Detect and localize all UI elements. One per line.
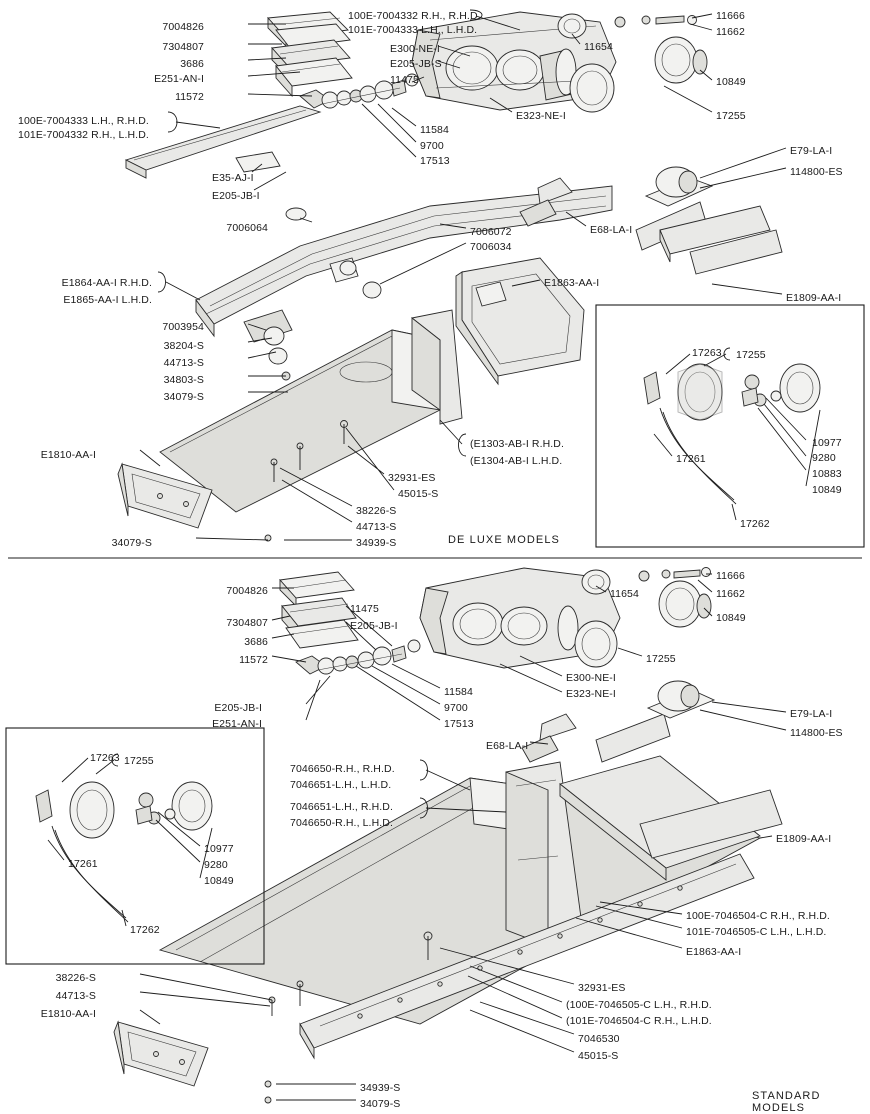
part-label-j7: 17262 bbox=[130, 924, 160, 936]
part-label-d35: 38204-S bbox=[163, 340, 204, 352]
part-label-d20: 9700 bbox=[420, 140, 444, 152]
part-label-d14: 10849 bbox=[716, 76, 746, 88]
part-label-s28: 101E-7046505-C L.H., L.H.D. bbox=[686, 926, 827, 938]
part-label-d11: 11666 bbox=[716, 10, 745, 22]
part-label-i3: 10977 bbox=[812, 437, 842, 449]
part-label-s8: 11662 bbox=[716, 588, 745, 600]
part-label-d13: 11654 bbox=[584, 41, 613, 53]
part-label-s10: 10849 bbox=[716, 612, 746, 624]
standard-right-trim bbox=[522, 681, 714, 762]
part-label-j2: 17255 bbox=[124, 755, 154, 767]
part-label-d19: 11584 bbox=[420, 124, 449, 136]
part-label-d5: 11572 bbox=[175, 91, 204, 103]
part-label-j5: 10849 bbox=[204, 875, 234, 887]
part-label-s26: E1809-AA-I bbox=[776, 833, 832, 845]
part-label-d2: 7304807 bbox=[162, 41, 204, 53]
part-label-d46: 34079-S bbox=[111, 537, 152, 549]
part-label-s35: (101E-7046504-C R.H., L.H.D. bbox=[566, 1015, 712, 1027]
part-label-i7: 17261 bbox=[676, 453, 706, 465]
part-label-s15: 9700 bbox=[444, 702, 468, 714]
part-label-s36: 7046530 bbox=[578, 1033, 620, 1045]
deluxe-glovebox-group bbox=[268, 12, 352, 96]
part-label-s31: 44713-S bbox=[55, 990, 96, 1002]
part-label-d1: 7004826 bbox=[162, 21, 204, 33]
part-label-s11: 17255 bbox=[646, 653, 676, 665]
section-label-deluxe: DE LUXE MODELS bbox=[448, 534, 560, 546]
part-label-d34: 7003954 bbox=[162, 321, 204, 333]
part-label-s7: 11666 bbox=[716, 570, 745, 582]
part-label-i5: 10883 bbox=[812, 468, 842, 480]
part-label-d33: E1809-AA-I bbox=[786, 292, 842, 304]
part-label-d3: 3686 bbox=[180, 58, 204, 70]
deluxe-inset-box bbox=[596, 305, 864, 547]
part-label-s34: (100E-7046505-C L.H., R.H.D. bbox=[566, 999, 712, 1011]
part-label-i2: 17255 bbox=[736, 349, 766, 361]
part-label-s21: 114800-ES bbox=[790, 727, 843, 739]
part-label-s14: 11584 bbox=[444, 686, 473, 698]
part-label-s20: E79-LA-I bbox=[790, 708, 833, 720]
standard-left-bracket bbox=[114, 1022, 208, 1086]
part-label-d8: E300-NE-I bbox=[390, 43, 440, 55]
part-label-s4: 11572 bbox=[239, 654, 268, 666]
deluxe-left-trim bbox=[126, 106, 320, 178]
part-label-s2: 7304807 bbox=[226, 617, 268, 629]
part-label-s30: 38226-S bbox=[55, 972, 96, 984]
part-label-d37: 34803-S bbox=[163, 374, 204, 386]
part-label-i1: 17263 bbox=[692, 347, 722, 359]
part-label-s16: 17513 bbox=[444, 718, 474, 730]
standard-glovebox-group bbox=[280, 572, 358, 648]
part-label-d27: 7006072 bbox=[470, 226, 512, 238]
part-label-s29: E1863-AA-I bbox=[686, 946, 742, 958]
part-label-i6: 10849 bbox=[812, 484, 842, 496]
part-label-d6: 100E-7004332 R.H., R.H.D. bbox=[348, 10, 481, 22]
part-label-s9: 11654 bbox=[610, 588, 639, 600]
part-label-s25: 7046650-R.H., L.H.D. bbox=[290, 817, 393, 829]
deluxe-inset-artwork bbox=[644, 364, 820, 504]
part-label-j3: 10977 bbox=[204, 843, 234, 855]
standard-inset-artwork bbox=[36, 782, 212, 922]
part-label-d25: 114800-ES bbox=[790, 166, 843, 178]
part-label-d39: (E1303-AB-I R.H.D. bbox=[470, 438, 564, 450]
section-label-standard: STANDARD MODELS bbox=[752, 1090, 821, 1114]
part-label-d31: E1865-AA-I L.H.D. bbox=[63, 294, 152, 306]
part-label-d40: (E1304-AB-I L.H.D. bbox=[470, 455, 563, 467]
part-label-s23: 7046651-L.H., L.H.D. bbox=[290, 779, 392, 791]
part-label-d24: E79-LA-I bbox=[790, 145, 833, 157]
part-label-s22: 7046650-R.H., R.H.D. bbox=[290, 763, 395, 775]
part-label-d38: 34079-S bbox=[163, 391, 204, 403]
part-label-s13: E323-NE-I bbox=[566, 688, 616, 700]
part-label-d26: 7006064 bbox=[226, 222, 268, 234]
part-label-d32: E1863-AA-I bbox=[544, 277, 600, 289]
part-label-j6: 17261 bbox=[68, 858, 98, 870]
part-label-d23: E205-JB-I bbox=[212, 190, 260, 202]
part-label-j1: 17263 bbox=[90, 752, 120, 764]
part-label-s24: 7046651-L.H., R.H.D. bbox=[290, 801, 393, 813]
part-label-s39: 34079-S bbox=[360, 1098, 401, 1110]
part-label-d15: 17255 bbox=[716, 110, 746, 122]
part-label-d43: 45015-S bbox=[398, 488, 439, 500]
part-label-s37: 45015-S bbox=[578, 1050, 619, 1062]
part-label-d45: 44713-S bbox=[356, 521, 397, 533]
part-label-d22: E35-AJ-I bbox=[212, 172, 254, 184]
part-label-d42: 32931-ES bbox=[388, 472, 436, 484]
part-label-j4: 9280 bbox=[204, 859, 228, 871]
part-label-d41: E1810-AA-I bbox=[40, 449, 96, 461]
part-label-d9: E205-JB-S bbox=[390, 58, 442, 70]
part-label-s3: 3686 bbox=[244, 636, 268, 648]
part-label-s19: E68-LA-I bbox=[486, 740, 529, 752]
part-label-s17: E205-JB-I bbox=[214, 702, 262, 714]
part-label-d18: 101E-7004332 R.H., L.H.D. bbox=[18, 129, 149, 141]
part-label-d12: 11662 bbox=[716, 26, 745, 38]
part-label-d47: 34939-S bbox=[356, 537, 397, 549]
part-label-d36: 44713-S bbox=[163, 357, 204, 369]
part-label-s18: E251-AN-I bbox=[212, 718, 262, 730]
part-label-d16: E323-NE-I bbox=[516, 110, 566, 122]
part-label-i4: 9280 bbox=[812, 452, 836, 464]
part-label-d30: E1864-AA-I R.H.D. bbox=[61, 277, 152, 289]
part-label-s33: 32931-ES bbox=[578, 982, 626, 994]
part-label-i8: 17262 bbox=[740, 518, 770, 530]
part-label-d21: 17513 bbox=[420, 155, 450, 167]
part-label-s5: 11475 bbox=[350, 603, 379, 615]
part-label-d29: E68-LA-I bbox=[590, 224, 633, 236]
part-label-s12: E300-NE-I bbox=[566, 672, 616, 684]
part-label-d4: E251-AN-I bbox=[154, 73, 204, 85]
part-label-d28: 7006034 bbox=[470, 241, 512, 253]
part-label-s38: 34939-S bbox=[360, 1082, 401, 1094]
part-label-s6: E205-JB-I bbox=[350, 620, 398, 632]
part-label-d17: 100E-7004333 L.H., R.H.D. bbox=[18, 115, 149, 127]
part-label-d44: 38226-S bbox=[356, 505, 397, 517]
part-label-d10: 11475 bbox=[390, 74, 419, 86]
part-label-s32: E1810-AA-I bbox=[40, 1008, 96, 1020]
part-label-s27: 100E-7046504-C R.H., R.H.D. bbox=[686, 910, 830, 922]
part-label-d7: 101E-7004333 L.H., L.H.D. bbox=[348, 24, 478, 36]
part-label-s1: 7004826 bbox=[226, 585, 268, 597]
